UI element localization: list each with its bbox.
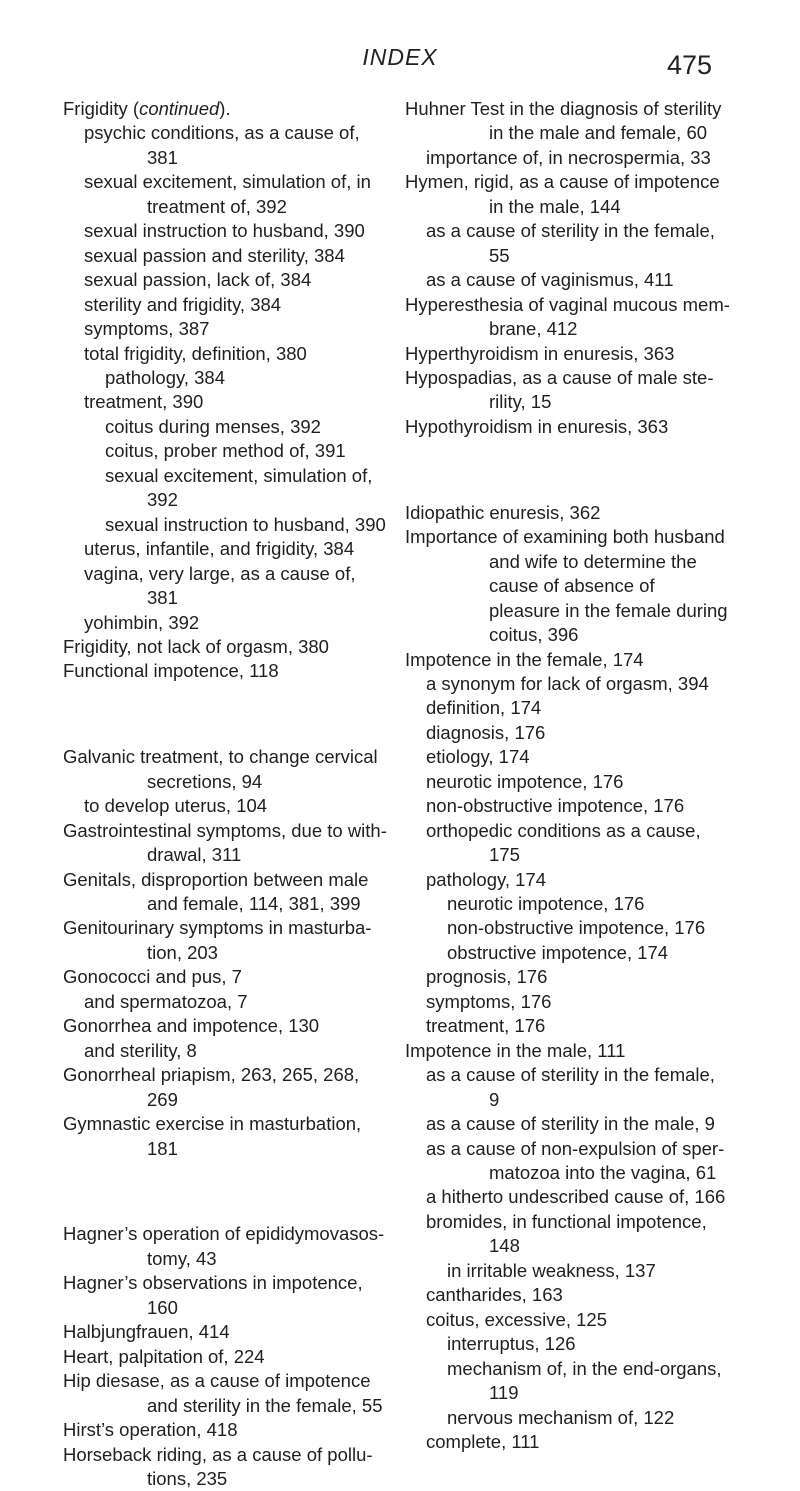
index-entry [63, 1271, 388, 1320]
left-index-column [63, 97, 388, 1491]
entry-text: importance of, in necrospermia, 33 [426, 146, 711, 168]
index-subentry [63, 439, 388, 463]
entry-text: to develop uterus, 104 [84, 795, 268, 817]
index-subentry [63, 611, 388, 635]
entry-text: Hypothyroidism in enuresis, 363 [405, 415, 669, 437]
index-subentry [405, 1406, 730, 1430]
entry-text: neurotic impotence, 176 [447, 893, 645, 915]
entry-text: psychic conditions, as a cause of, 381 [84, 122, 360, 168]
entry-suffix: ). [219, 98, 231, 119]
index-subentry [63, 537, 388, 561]
entry-text: treatment, 176 [426, 1015, 546, 1037]
index-entry [405, 648, 730, 672]
index-entry [63, 1320, 388, 1344]
index-subentry [63, 990, 388, 1014]
index-subentry [405, 819, 730, 868]
index-subentry [405, 219, 730, 268]
index-subentry [63, 390, 388, 414]
entry-text: complete, 111 [426, 1431, 540, 1452]
index-subentry [63, 219, 388, 243]
entry-text: symptoms, 176 [426, 990, 552, 1012]
entry-text: as a cause of sterility in the male, 9 [426, 1113, 715, 1135]
entry-gap [405, 458, 730, 482]
index-subentry [405, 1185, 730, 1209]
index-subentry [63, 513, 388, 537]
entry-text: Hyperthyroidism in enuresis, 363 [405, 342, 675, 364]
index-subentry [63, 293, 388, 317]
index-entry [63, 1112, 388, 1161]
entry-text: and sterility, 8 [84, 1039, 197, 1061]
entry-text: etiology, 174 [426, 746, 530, 768]
index-subentry [405, 770, 730, 794]
index-entry [405, 293, 730, 342]
entry-text: Galvanic treatment, to change cervical secretions, 94 [63, 746, 378, 792]
index-subentry [405, 1210, 730, 1259]
entry-text: sexual instruction to husband, 390 [105, 513, 386, 535]
running-head: INDEX [362, 44, 438, 70]
entry-text: Horseback riding, as a cause of pollutions, 235 [63, 1443, 373, 1489]
entry-text: sexual passion, lack of, 384 [84, 269, 312, 291]
entry-text: diagnosis, 176 [426, 721, 546, 743]
entry-text: nervous mechanism of, 122 [447, 1406, 675, 1428]
index-subentry [405, 1014, 730, 1038]
index-entry [63, 635, 388, 659]
index-entry [405, 97, 730, 146]
entry-text: in irritable weakness, 137 [447, 1259, 656, 1281]
entry-text: Huhner Test in the diagnosis of sterility in the male and female, 60 [405, 98, 722, 144]
index-entry [405, 415, 730, 439]
entry-text: Hagner’s observations in impotence, 160 [63, 1272, 363, 1318]
index-entry [63, 916, 388, 965]
entry-text: as a cause of sterility in the female, 55 [426, 220, 715, 266]
index-subentry [405, 1332, 730, 1356]
entry-text: Impotence in the male, 111 [405, 1039, 626, 1061]
entry-gap [63, 1180, 388, 1204]
entry-text: sexual passion and sterility, 384 [84, 244, 345, 266]
entry-text: definition, 174 [426, 697, 542, 719]
entry-text: yohimbin, 392 [84, 611, 200, 633]
index-subentry [405, 696, 730, 720]
entry-text: coitus during menses, 392 [105, 415, 321, 437]
index-entry [405, 501, 730, 525]
entry-italic-text: continued [139, 98, 220, 119]
index-entry [63, 97, 388, 121]
index-entry [63, 745, 388, 794]
entry-text: sterility and frigidity, 384 [84, 293, 282, 315]
entry-text: Hip diesase, as a cause of impotence and sterility in the female, 55 [63, 1370, 383, 1416]
index-subentry [405, 941, 730, 965]
index-entry [405, 1039, 730, 1063]
index-subentry [63, 1039, 388, 1063]
index-subentry [63, 317, 388, 341]
entry-gap [63, 702, 388, 726]
entry-text: as a cause of sterility in the female, 9 [426, 1064, 715, 1110]
entry-text: Genitourinary symptoms in masturbation, 203 [63, 917, 372, 963]
entry-text: Halbjungfrauen, 414 [63, 1321, 230, 1343]
entry-text: Hyperesthesia of vaginal mucous membrane, 412 [405, 293, 730, 340]
entry-text: Hirst’s operation, 418 [63, 1419, 238, 1441]
index-subentry [405, 990, 730, 1014]
entry-text: a hitherto undescribed cause of, 166 [426, 1186, 726, 1208]
entry-text: coitus, prober method of, 391 [105, 440, 346, 462]
entry-text: sexual excitement, simulation of, in treatment of, 392 [84, 171, 371, 217]
entry-text: Gastrointestinal symptoms, due to withdrawal, 311 [63, 819, 387, 866]
index-entry [63, 1014, 388, 1038]
index-subentry [405, 892, 730, 916]
index-entry [63, 1063, 388, 1112]
entry-text: Gonorrhea and impotence, 130 [63, 1015, 320, 1037]
page-number: 475 [667, 50, 713, 80]
index-subentry [405, 1259, 730, 1283]
index-subentry [405, 672, 730, 696]
index-entry [63, 1443, 388, 1491]
index-subentry [405, 268, 730, 292]
index-entry [63, 1418, 388, 1442]
index-subentry [405, 1308, 730, 1332]
entry-text: Hypospadias, as a cause of male sterility, 15 [405, 366, 714, 413]
index-subentry [405, 1357, 730, 1406]
entry-text: Hagner’s operation of epididymovasostomy, 43 [63, 1223, 385, 1269]
entry-text: mechanism of, in the end-organs, 119 [447, 1357, 722, 1404]
index-subentry [405, 794, 730, 818]
index-subentry [63, 366, 388, 390]
entry-text: sexual excitement, simulation of, 392 [105, 464, 373, 511]
entry-text: and spermatozoa, 7 [84, 990, 248, 1012]
entry-text: bromides, in functional impotence, 148 [426, 1210, 707, 1257]
entry-text: vagina, very large, as a cause of, 381 [84, 562, 356, 609]
entry-text: prognosis, 176 [426, 966, 548, 988]
entry-text: non-obstructive impotence, 176 [426, 795, 685, 817]
index-entry [405, 342, 730, 366]
index-subentry [63, 794, 388, 818]
index-subentry [405, 745, 730, 769]
entry-text: total frigidity, definition, 380 [84, 342, 307, 364]
entry-text: symptoms, 387 [84, 318, 210, 340]
entry-text: pathology, 174 [426, 868, 547, 890]
index-subentry [63, 244, 388, 268]
entry-text: interruptus, 126 [447, 1333, 576, 1355]
entry-text: uterus, infantile, and frigidity, 384 [84, 538, 355, 560]
index-subentry [405, 916, 730, 940]
entry-text: Idiopathic enuresis, 362 [405, 501, 601, 523]
index-subentry [63, 268, 388, 292]
entry-text: orthopedic conditions as a cause, 175 [426, 819, 701, 866]
entry-text: obstructive impotence, 174 [447, 941, 669, 963]
entry-text: Importance of examining both husband and wife to determine the cause of absence of pleasure in the female during coitus, 396 [405, 526, 728, 646]
index-subentry [405, 721, 730, 745]
entry-text: Impotence in the female, 174 [405, 648, 644, 670]
index-subentry [63, 342, 388, 366]
entry-text: as a cause of non-expulsion of spermatozoa into the vagina, 61 [426, 1137, 725, 1184]
index-subentry [63, 415, 388, 439]
index-subentry [63, 562, 388, 611]
index-subentry [405, 1063, 730, 1112]
index-entry [405, 525, 730, 647]
entry-text: Gonococci and pus, 7 [63, 966, 242, 988]
index-subentry [405, 1430, 730, 1454]
index-subentry [405, 1283, 730, 1307]
entry-text: non-obstructive impotence, 176 [447, 917, 706, 939]
entry-text: pathology, 384 [105, 366, 226, 388]
index-entry [405, 170, 730, 219]
index-subentry [63, 170, 388, 219]
entry-text: a synonym for lack of orgasm, 394 [426, 672, 709, 694]
entry-text: sexual instruction to husband, 390 [84, 220, 365, 242]
entry-text: treatment, 390 [84, 391, 204, 413]
entry-text: cantharides, 163 [426, 1284, 563, 1306]
index-entry [63, 965, 388, 989]
entry-text: Frigidity, not lack of orgasm, 380 [63, 635, 329, 657]
index-entry [405, 366, 730, 415]
entry-text: Frigidity ( [63, 98, 140, 119]
entry-text: Genitals, disproportion between male and female, 114, 381, 399 [63, 868, 369, 915]
index-entry [63, 868, 388, 917]
entry-text: Gymnastic exercise in masturbation, 181 [63, 1113, 362, 1159]
index-entry [63, 1222, 388, 1271]
index-subentry [405, 868, 730, 892]
entry-text: Functional impotence, 118 [63, 660, 279, 682]
index-subentry [63, 121, 388, 170]
entry-text: as a cause of vaginismus, 411 [426, 269, 674, 291]
index-subentry [405, 965, 730, 989]
right-index-column [405, 97, 730, 1454]
entry-text: Hymen, rigid, as a cause of impotence in the male, 144 [405, 171, 720, 217]
index-subentry [405, 146, 730, 170]
index-entry [63, 819, 388, 868]
index-subentry [405, 1137, 730, 1186]
index-entry [63, 659, 388, 683]
entry-text: neurotic impotence, 176 [426, 770, 624, 792]
index-entry [63, 1369, 388, 1418]
entry-text: coitus, excessive, 125 [426, 1308, 607, 1330]
index-subentry [405, 1112, 730, 1136]
index-subentry [63, 464, 388, 513]
entry-text: Gonorrheal priapism, 263, 265, 268, 269 [63, 1064, 360, 1110]
entry-text: Heart, palpitation of, 224 [63, 1345, 265, 1367]
index-entry [63, 1345, 388, 1369]
